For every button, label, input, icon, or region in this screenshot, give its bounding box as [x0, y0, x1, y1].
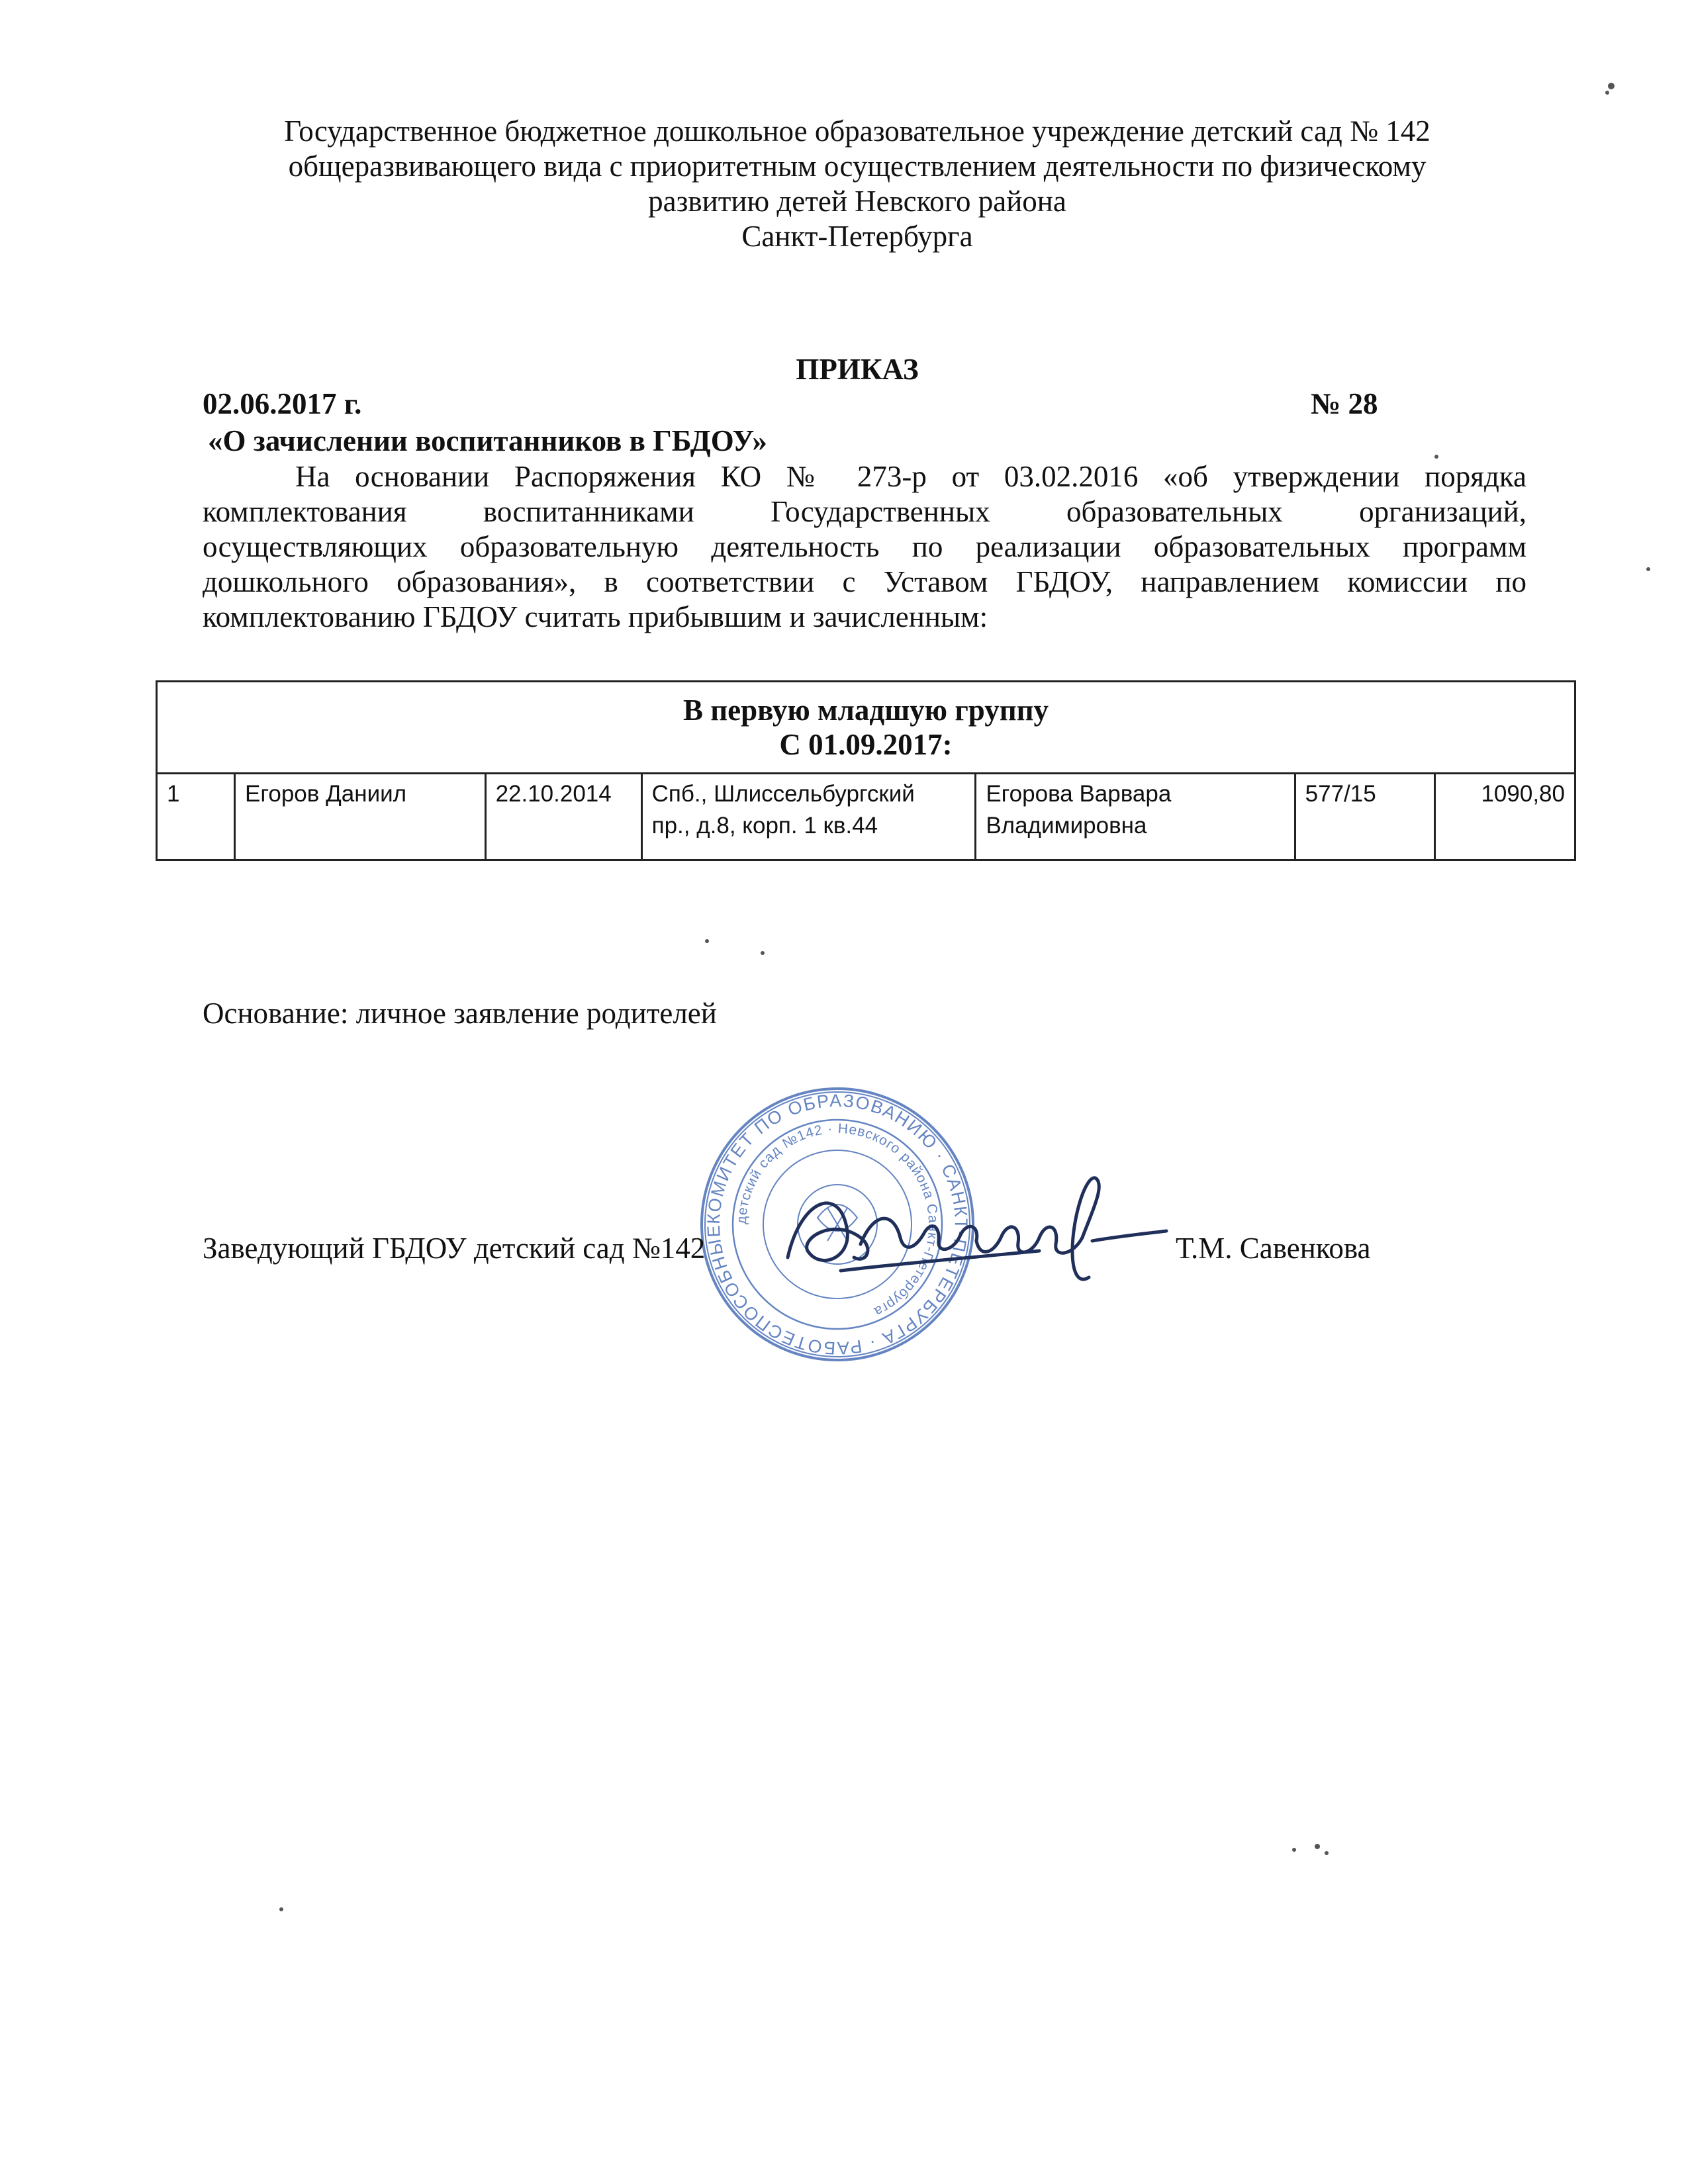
order-title: ПРИКАЗ — [796, 353, 919, 386]
group-name: В первую младшую группу — [682, 694, 1049, 727]
stamp-outer-text: КОМИТЕТ ПО ОБРАЗОВАНИЮ · САНКТ-ПЕТЕРБУРГА · РАБОТЕСПОСОБНЫЕ — [703, 1090, 972, 1359]
body-line: комплектованию ГБДОУ считать прибывшим и зачисленным: — [203, 600, 988, 633]
amount: 1090,80 — [1435, 774, 1575, 860]
enrollment-table — [156, 680, 1576, 861]
handwritten-signature-icon — [761, 1158, 1172, 1304]
body-line: На основании Распоряжения КО № 273-р от 03.02.2016 «об утверждении порядка — [295, 460, 1526, 493]
table-header-row — [157, 682, 1575, 774]
body-line: комплектования воспитанниками Государственных образовательных организаций, — [203, 495, 1526, 528]
signer-name: Т.М. Савенкова — [1176, 1232, 1371, 1265]
row-number: 1 — [157, 774, 235, 860]
parent-line-2: Владимировна — [986, 813, 1147, 839]
basis-text: Основание: личное заявление родителей — [203, 997, 717, 1030]
order-body-text — [203, 459, 1526, 635]
signer-position: Заведующий ГБДОУ детский сад №142 — [203, 1232, 706, 1265]
header-line-3: развитию детей Невского района — [648, 185, 1066, 218]
header-line-1: Государственное бюджетное дошкольное образовательное учреждение детский сад № 142 — [284, 114, 1430, 148]
address-cell — [641, 774, 976, 860]
header-line-4: Санкт-Петербурга — [741, 220, 973, 253]
organization-header — [199, 114, 1516, 254]
parent-cell — [976, 774, 1295, 860]
header-line-2: общеразвивающего вида с приоритетным осуществлением деятельности по физическому — [288, 150, 1427, 183]
address-line-2: пр., д.8, корп. 1 кв.44 — [651, 813, 878, 839]
order-subject: «О зачислении воспитанников в ГБДОУ» — [208, 424, 767, 457]
order-date: 02.06.2017 г. — [203, 387, 362, 420]
body-line: осуществляющих образовательную деятельность по реализации образовательных программ — [203, 530, 1526, 563]
stamp-inner-text: детский сад №142 · Невского района Санкт-Петербурга — [733, 1120, 941, 1320]
child-name: Егоров Даниил — [235, 774, 486, 860]
birth-date: 22.10.2014 — [485, 774, 641, 860]
order-number: № 28 — [1311, 387, 1378, 420]
group-header — [157, 682, 1575, 774]
table-row — [157, 774, 1575, 860]
address-line-1: Спб., Шлиссельбургский — [651, 781, 915, 807]
body-line: дошкольного образования», в соответствии с Уставом ГБДОУ, направлением комиссии по — [203, 565, 1526, 598]
parent-line-1: Егорова Варвара — [986, 781, 1172, 807]
group-start-date: С 01.09.2017: — [779, 728, 953, 761]
referral-code: 577/15 — [1295, 774, 1435, 860]
